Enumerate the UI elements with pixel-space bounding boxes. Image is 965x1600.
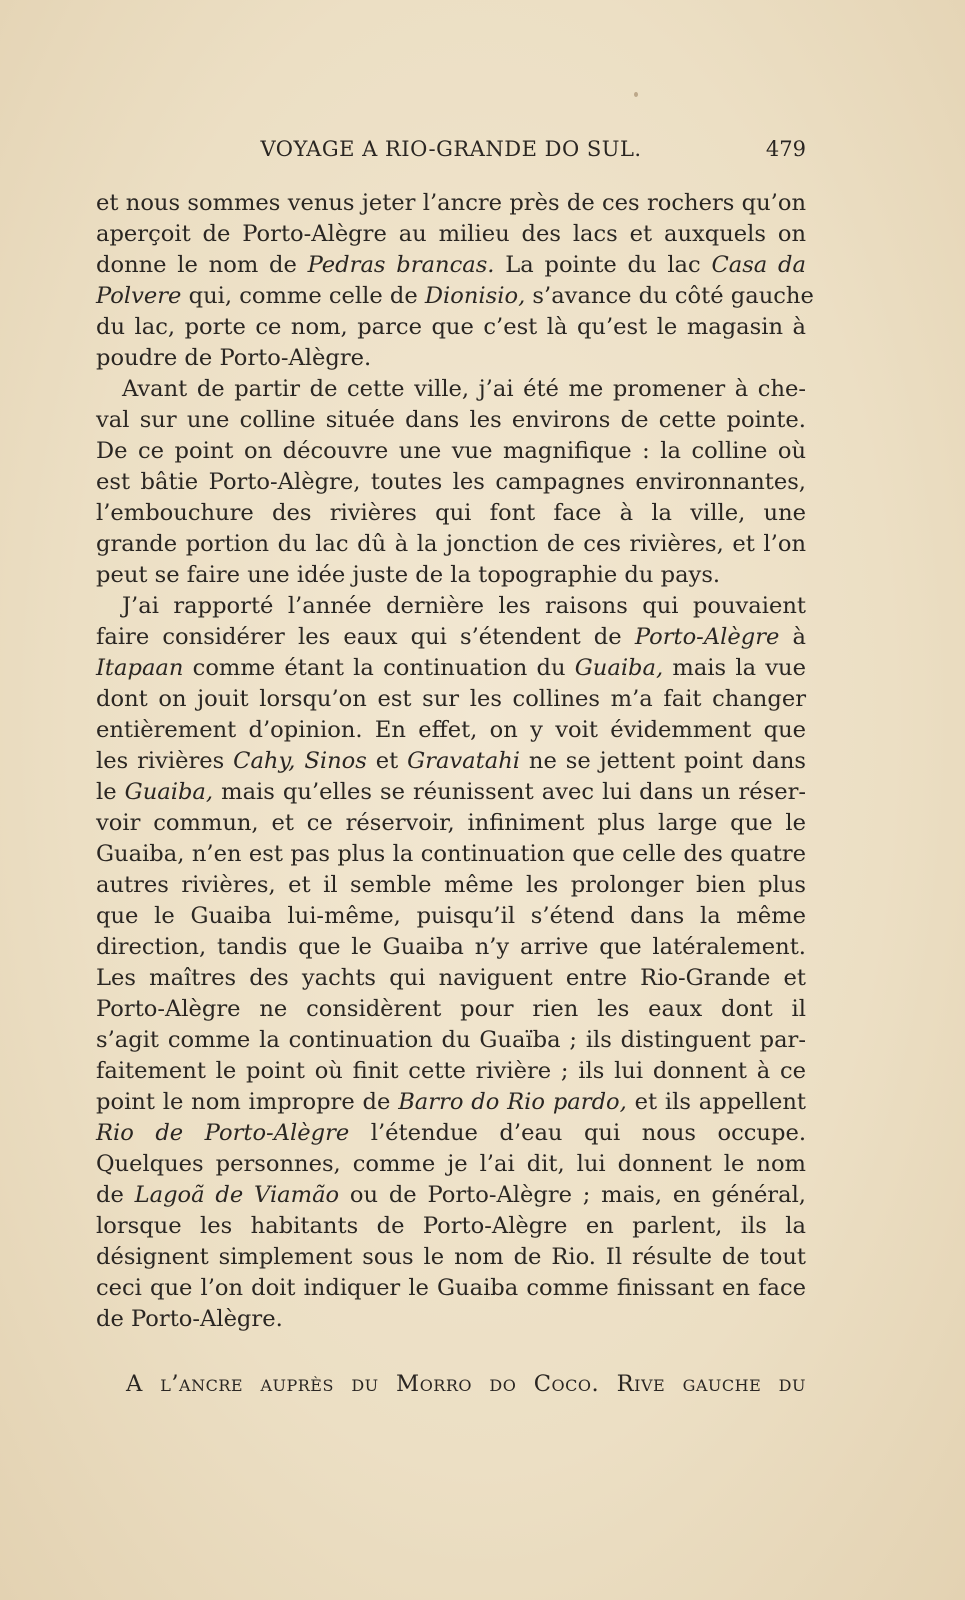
text-run: faire considérer les eaux qui s’étendent de — [96, 624, 635, 650]
text-run: et nous sommes venus jeter l’ancre près de ces rochers qu’on — [96, 190, 806, 216]
running-title: VOYAGE A RIO-GRANDE DO SUL. — [260, 137, 642, 161]
text-run: lorsque les habitants de Porto-Alègre en parlent, ils la — [96, 1213, 806, 1239]
text-run: direction, tandis que le Guaiba n’y arrive que latéralement. — [96, 934, 806, 960]
text-line — [96, 405, 806, 436]
text-run: Avant de partir de cette ville, j’ai été me promener à che- — [122, 376, 806, 402]
text-run: l’embouchure des rivières qui font face à la ville, une — [96, 500, 806, 526]
text-run: autres rivières, et il semble même les prolonger bien plus — [96, 872, 806, 898]
italic-text: Dionisio, — [424, 283, 526, 309]
text-run: de Porto-Alègre. — [96, 1306, 283, 1332]
text-line — [96, 932, 806, 963]
text-line — [96, 560, 806, 591]
section-subheading: A l’ancre auprès du Morro do Coco. Rive gauche du — [126, 1371, 806, 1397]
text-line — [96, 281, 814, 312]
italic-text: Guaiba, — [574, 655, 664, 681]
text-run: mais qu’elles se réunissent avec lui dans un réser- — [213, 779, 807, 805]
text-line — [96, 1304, 806, 1335]
text-line — [96, 1273, 806, 1304]
text-line — [96, 653, 806, 684]
text-run: de — [96, 1182, 135, 1208]
paper-spot — [634, 92, 638, 97]
text-run: qui, comme celle de — [181, 283, 425, 309]
text-line — [96, 312, 806, 343]
italic-text: Casa da — [711, 252, 806, 278]
italic-text: Cahy, — [233, 748, 296, 774]
text-line — [96, 188, 806, 219]
text-run: grande portion du lac dû à la jonction de ces rivières, et l’on — [96, 531, 806, 557]
italic-text: Pedras brancas. — [307, 252, 495, 278]
text-line — [96, 1149, 806, 1180]
text-line — [96, 963, 806, 994]
text-run: mais la vue — [663, 655, 806, 681]
text-line — [96, 250, 806, 281]
italic-text: Porto-Alègre — [634, 624, 780, 650]
italic-text: Guaiba, — [124, 779, 214, 805]
italic-text: Lagoã de Viamão — [134, 1182, 340, 1208]
text-run: aperçoit de Porto-Alègre au milieu des lacs et auxquels on — [96, 221, 806, 247]
text-line — [96, 839, 806, 870]
text-run: ou de Porto-Alègre ; mais, en général, — [339, 1182, 806, 1208]
text-run: De ce point on découvre une vue magnifique : la colline où — [96, 438, 806, 464]
text-run: peut se faire une idée juste de la topographie du pays. — [96, 562, 721, 588]
page-number: 479 — [765, 137, 806, 161]
text-run: poudre de Porto-Alègre. — [96, 345, 372, 371]
text-run: Quelques personnes, comme je l’ai dit, lui donnent le nom — [96, 1151, 806, 1177]
text-line — [96, 870, 806, 901]
text-run: Porto-Alègre ne considèrent pour rien les eaux dont il — [96, 996, 806, 1022]
text-line — [96, 436, 806, 467]
italic-text: Itapaan — [96, 655, 184, 681]
text-line — [96, 1180, 806, 1211]
paragraph — [96, 374, 806, 591]
text-line — [96, 467, 806, 498]
text-run: Guaiba, n’en est pas plus la continuation que celle des quatre — [96, 841, 806, 867]
text-run: les rivières — [96, 748, 234, 774]
text-line — [96, 994, 806, 1025]
text-run: J’ai rapporté l’année dernière les raisons qui pouvaient — [122, 593, 806, 619]
text-run: et — [366, 748, 408, 774]
text-line — [96, 777, 806, 808]
text-run: La pointe du lac — [494, 252, 712, 278]
text-line — [96, 1056, 806, 1087]
text-line — [96, 498, 806, 529]
text-run: comme étant la continuation du — [183, 655, 575, 681]
paragraph — [96, 188, 814, 374]
text-run: ceci que l’on doit indiquer le Guaiba comme finissant en face — [96, 1275, 806, 1301]
text-line — [96, 684, 806, 715]
text-line — [96, 746, 806, 777]
text-run: donne le nom de — [96, 252, 308, 278]
text-run: que le Guaiba lui-même, puisqu’il s’étend dans la même — [96, 903, 806, 929]
text-run: à — [779, 624, 807, 650]
italic-text: Gravatahi — [407, 748, 520, 774]
text-line — [96, 1025, 806, 1056]
text-line — [96, 219, 806, 250]
italic-text: Sinos — [304, 748, 367, 774]
body-text — [96, 188, 814, 1335]
text-run: du lac, porte ce nom, parce que c’est là qu’est le magasin à — [96, 314, 806, 340]
text-run: entièrement d’opinion. En effet, on y voit évidemment que — [96, 717, 806, 743]
text-run: faitement le point où finit cette rivière ; ils lui donnent à ce — [96, 1058, 806, 1084]
italic-text: Rio de Porto-Alègre — [96, 1120, 350, 1146]
text-line — [96, 808, 806, 839]
page-header — [96, 137, 806, 171]
text-line — [96, 343, 806, 374]
text-line — [96, 1118, 806, 1149]
text-run: dont on jouit lorsqu’on est sur les collines m’a fait changer — [96, 686, 806, 712]
text-run: est bâtie Porto-Alègre, toutes les campagnes environnantes, — [96, 469, 806, 495]
text-line — [96, 715, 806, 746]
text-run: val sur une colline située dans les environs de cette pointe. — [96, 407, 806, 433]
text-line — [96, 1211, 806, 1242]
text-line — [96, 529, 806, 560]
text-run: voir commun, et ce réservoir, infiniment plus large que le — [96, 810, 806, 836]
text-line — [96, 374, 806, 405]
text-run: le — [96, 779, 125, 805]
italic-text: Polvere — [96, 283, 182, 309]
text-run: ne se jettent point dans — [519, 748, 806, 774]
paragraph — [96, 591, 806, 1335]
text-run: Les maîtres des yachts qui naviguent entre Rio-Grande et — [96, 965, 806, 991]
text-line — [96, 591, 806, 622]
text-line — [96, 901, 806, 932]
text-run: s’agit comme la continuation du Guaïba ; ils distinguent par- — [96, 1027, 806, 1053]
text-line — [96, 622, 806, 653]
text-run: s’avance du côté gauche — [525, 283, 814, 309]
text-run: désignent simplement sous le nom de Rio. Il résulte de tout — [96, 1244, 806, 1270]
italic-text: Barro do Rio pardo, — [398, 1089, 627, 1115]
text-line — [96, 1087, 806, 1118]
text-line — [96, 1242, 806, 1273]
text-run: point le nom impropre de — [96, 1089, 399, 1115]
text-run: l’étendue d’eau qui nous occupe. — [349, 1120, 806, 1146]
text-run: et ils appellent — [626, 1089, 806, 1115]
